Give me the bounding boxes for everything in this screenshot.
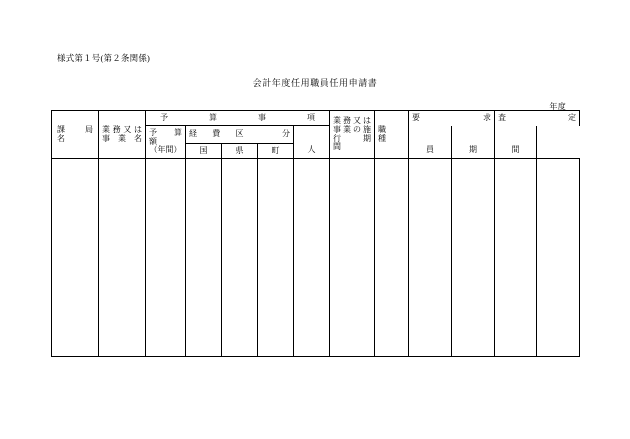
th-assessment-group-label: 査 定 — [498, 112, 577, 122]
cell-period[interactable] — [330, 159, 375, 357]
cell-budget-amount[interactable] — [146, 159, 186, 357]
th-budget-amount-line2: （年間） — [149, 145, 182, 155]
th-request-spacer — [294, 126, 330, 144]
th-request-group — [409, 111, 495, 126]
th-expense-class — [186, 126, 294, 144]
th-expense-town — [258, 144, 294, 159]
th-request-people — [294, 144, 330, 159]
th-request-people-label: 人 — [307, 145, 316, 155]
year-label: 年度 — [549, 102, 566, 111]
th-budget-group — [146, 111, 330, 126]
cell-assess-people[interactable] — [495, 159, 537, 357]
th-job-type — [375, 111, 409, 159]
th-business — [99, 111, 146, 159]
th-request-count — [409, 144, 452, 159]
table-row — [52, 159, 580, 357]
cell-request-people[interactable] — [409, 159, 452, 357]
th-job-type-label: 職 種 — [378, 124, 403, 143]
th-business-line2: 事 業 名 — [102, 133, 142, 143]
cell-expense-prefecture[interactable] — [222, 159, 258, 357]
cell-job-type[interactable] — [375, 159, 409, 357]
th-request-term — [452, 144, 495, 159]
th-expense-prefecture-label: 県 — [235, 145, 244, 155]
form-number: 様式第１号(第２条関係) — [57, 53, 151, 63]
th-request-period — [495, 144, 537, 159]
th-request-term-label: 期 — [469, 145, 478, 155]
cell-expense-country[interactable] — [186, 159, 222, 357]
th-assessment-group — [495, 111, 580, 126]
th-budget-amount-line1: 予 算 額 — [149, 127, 190, 146]
th-period-line2: 事業の施 — [333, 124, 372, 134]
th-request-count-label: 員 — [426, 145, 435, 155]
cell-assess-count[interactable] — [537, 159, 580, 357]
th-expense-country-label: 国 — [199, 145, 208, 155]
th-department-label: 課 局 名 — [57, 124, 101, 143]
th-expense-country — [186, 144, 222, 159]
cell-expense-extra[interactable] — [294, 159, 330, 357]
th-budget-amount — [146, 126, 190, 159]
th-period-line3: 行 期 間 — [333, 133, 380, 152]
cell-expense-town[interactable] — [258, 159, 294, 357]
th-assessment-spacer — [452, 126, 495, 144]
cell-business[interactable] — [99, 159, 146, 357]
th-request-group-label: 要 求 — [412, 112, 492, 122]
header-row-1 — [52, 111, 580, 126]
th-request-period-label: 間 — [511, 145, 520, 155]
th-expense-prefecture — [222, 144, 258, 159]
cell-department[interactable] — [52, 159, 99, 357]
th-expense-class-label: 経 費 区 分 — [189, 129, 290, 139]
application-table — [51, 110, 580, 357]
th-department — [52, 111, 99, 159]
th-period — [330, 111, 380, 159]
th-business-line1: 業 務 又 は — [102, 124, 142, 134]
th-budget-group-label: 予 算 事 項 — [160, 112, 316, 122]
th-period-line1: 業務又は — [333, 115, 372, 125]
th-request-spacer-2 — [409, 126, 452, 144]
th-assessment-spacer-2 — [495, 126, 537, 144]
th-expense-town-label: 町 — [271, 145, 280, 155]
cell-request-count[interactable] — [452, 159, 495, 357]
page-title: 会計年度任用職員任用申請書 — [252, 78, 378, 88]
